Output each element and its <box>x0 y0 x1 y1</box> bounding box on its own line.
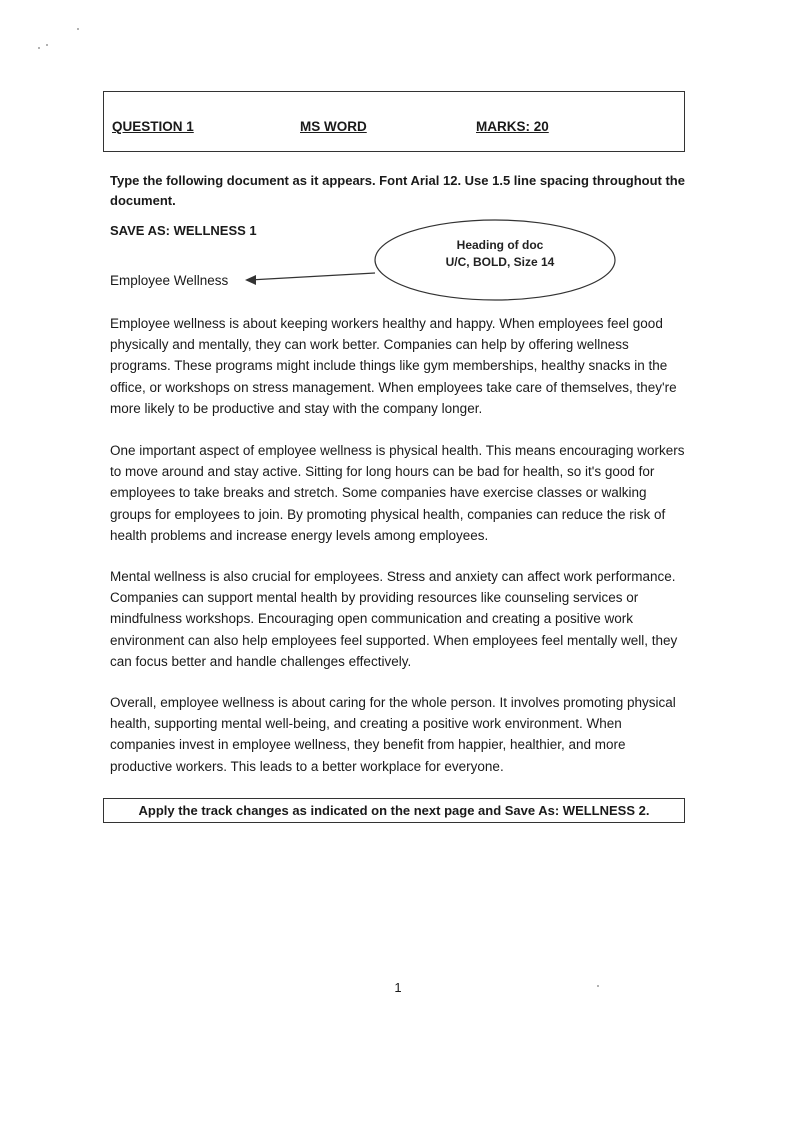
subject-label: MS WORD <box>300 119 367 134</box>
page-number: 1 <box>394 980 402 995</box>
paragraph-4: Overall, employee wellness is about caring for the whole person. It involves promoting physical health, supporting mental well-being, and creating a positive work environment. When companies invest in employee wellness, they benefit from happier, healthier, and more productive workers. This leads to a better workplace for everyone. <box>110 695 676 774</box>
callout-line-1: Heading of doc <box>456 238 544 252</box>
callout-line-2: U/C, BOLD, Size 14 <box>445 255 555 269</box>
track-changes-instruction: Apply the track changes as indicated on the next page and Save As: WELLNESS 2. <box>138 803 650 818</box>
question-number: QUESTION 1 <box>112 119 194 134</box>
callout-arrow-line <box>250 273 375 280</box>
scan-speck <box>597 985 599 987</box>
save-as-instruction: SAVE AS: WELLNESS 1 <box>110 223 257 238</box>
callout-annotation <box>0 0 794 320</box>
callout-arrow-head <box>245 275 256 285</box>
track-changes-instruction-box <box>103 798 685 823</box>
paragraph-1: Employee wellness is about keeping workers healthy and happy. When employees feel good physically and mentally, they can work better. Companies can help by offering wellness programs. These programs might include things like gym memberships, healthy snacks in the office, or workshops on stress management. When employees take care of themselves, they're more likely to be productive and stay with the company longer. <box>110 316 677 416</box>
document-heading: Employee Wellness <box>110 273 229 288</box>
paragraph-3: Mental wellness is also crucial for employees. Stress and anxiety can affect work performance. Companies can support mental health by providing resources like counseling services or mindfulness workshops. Encouraging open communication and creating a positive work environment can also help employees feel supported. When employees feel mentally well, they can focus better and handle challenges effectively. <box>110 569 678 669</box>
paragraph-2: One important aspect of employee wellness is physical health. This means encouraging workers to move around and stay active. Sitting for long hours can be bad for health, so it's good for employees to take breaks and stretch. Some companies have exercise classes or walking groups for employees to join. By promoting physical health, companies can reduce the risk of health problems and increase energy levels among employees. <box>110 443 685 543</box>
callout-text <box>400 237 600 271</box>
typing-instruction: Type the following document as it appears. Font Arial 12. Use 1.5 line spacing throughout the document. <box>110 173 685 208</box>
marks-label: MARKS: 20 <box>476 119 549 134</box>
